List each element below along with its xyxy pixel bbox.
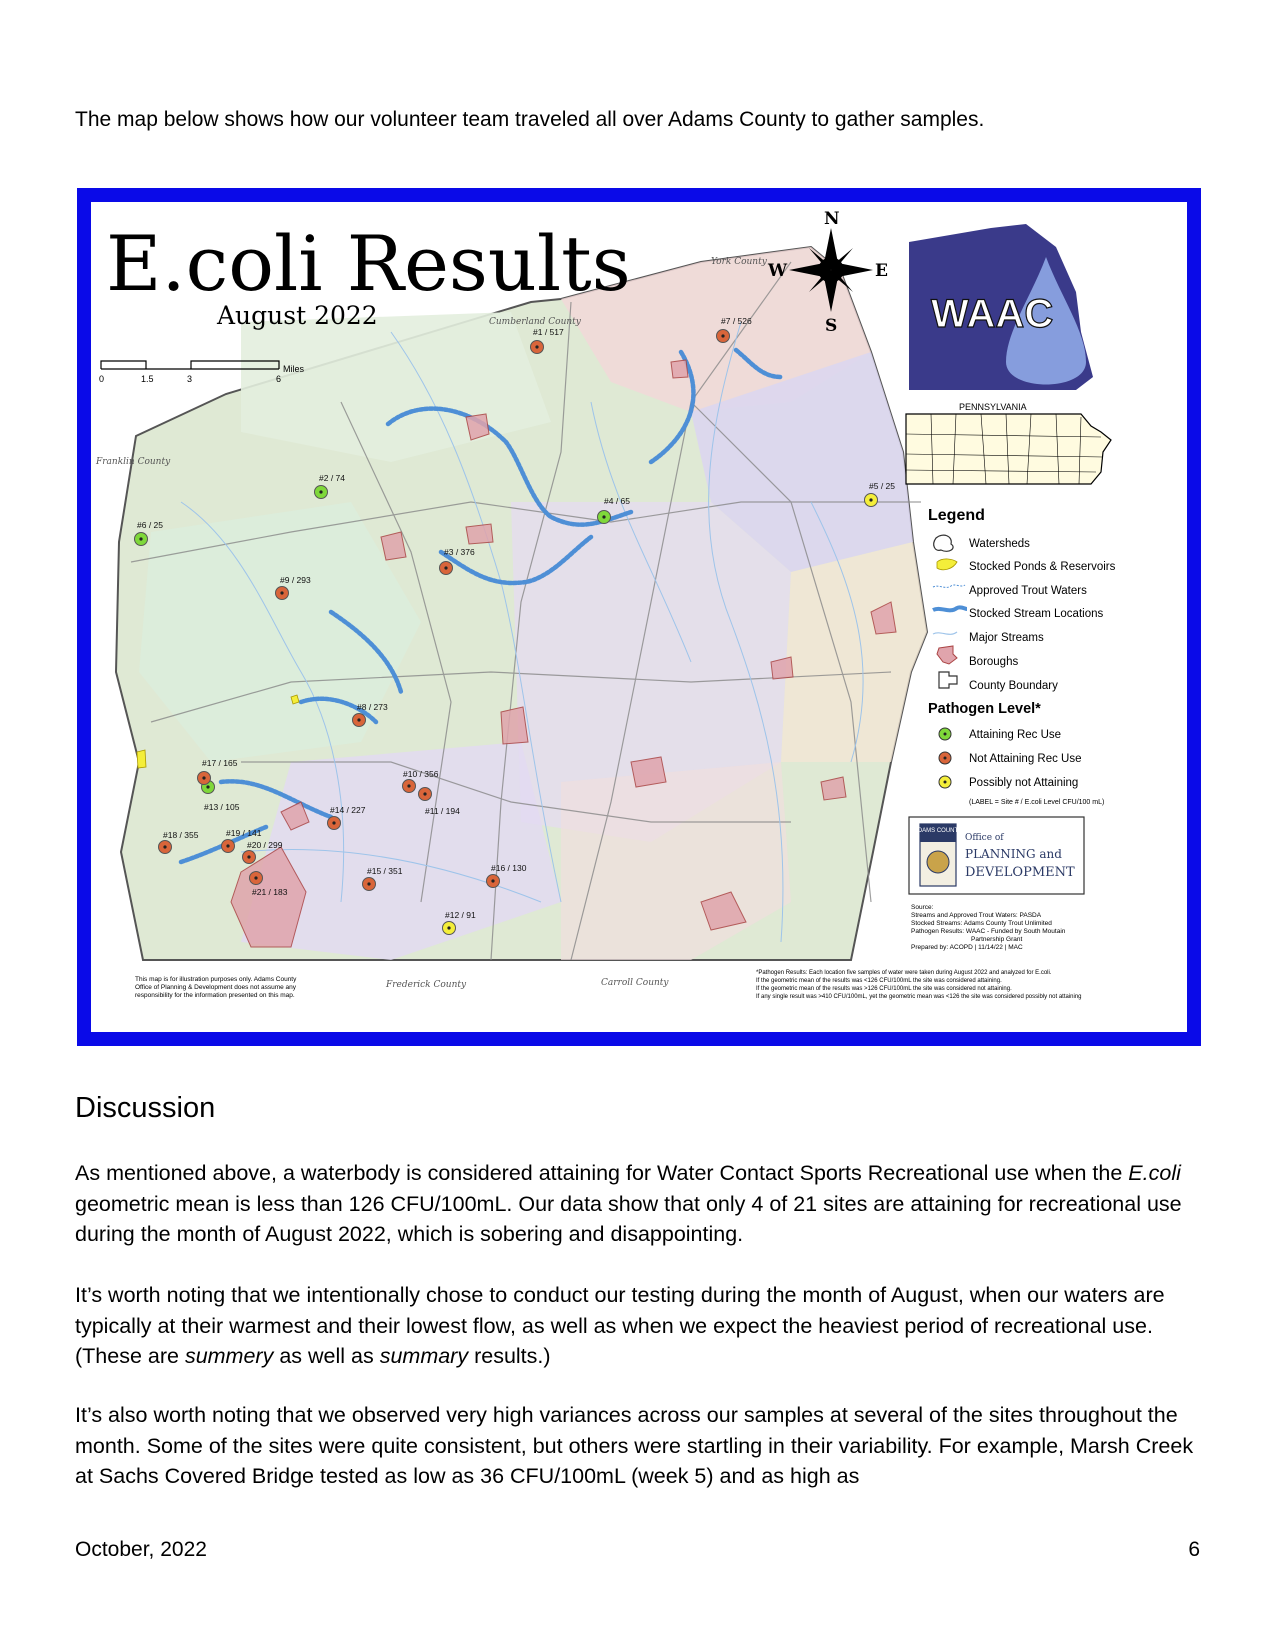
svg-text:This map is for illustration p: This map is for illustration purposes only. Adams County (135, 976, 297, 983)
county-label: Cumberland County (489, 317, 581, 327)
sample-site-label: #2 / 74 (319, 473, 345, 483)
svg-text:E: E (875, 261, 888, 281)
sample-site-label: #1 / 517 (533, 327, 564, 337)
svg-text:If the geometric mean of the r: If the geometric mean of the results was >126 CFU/100mL the site was considered not attaining. (756, 986, 1012, 992)
page-number: 6 (1188, 1538, 1200, 1561)
svg-text:Watersheds: Watersheds (969, 538, 1030, 550)
sample-site-label: #7 / 526 (721, 316, 752, 326)
svg-text:Streams and Approved Trout Wat: Streams and Approved Trout Waters: PASDA (911, 912, 1042, 919)
watershed-icon (934, 535, 953, 551)
svg-text:ADAMS COUNTY: ADAMS COUNTY (913, 828, 963, 834)
sample-site-label: #10 / 356 (403, 769, 439, 779)
svg-text:Attaining Rec Use: Attaining Rec Use (969, 729, 1062, 741)
svg-text:Stocked Ponds & Reservoirs: Stocked Ponds & Reservoirs (969, 561, 1116, 573)
pennsylvania-inset-map (906, 402, 1111, 484)
trout-water-icon (933, 585, 965, 587)
svg-text:Possibly not Attaining: Possibly not Attaining (969, 777, 1079, 789)
sample-site-label: #8 / 273 (357, 702, 388, 712)
sample-site-label: #3 / 376 (444, 547, 475, 557)
ecoli-results-map (77, 188, 1201, 1046)
svg-text:PENNSYLVANIA: PENNSYLVANIA (959, 402, 1027, 412)
sample-site-label: #18 / 355 (163, 830, 199, 840)
legend-title: Legend (928, 507, 985, 524)
svg-text:3: 3 (187, 374, 193, 384)
svg-text:Not Attaining Rec Use: Not Attaining Rec Use (969, 753, 1082, 765)
sample-site-label: #19 / 141 (226, 828, 262, 838)
county-label: York County (711, 257, 767, 267)
sample-site-label: #11 / 194 (425, 806, 460, 816)
svg-text:Source:: Source: (911, 904, 934, 911)
sample-site-label: #5 / 25 (869, 481, 895, 491)
svg-text:County Boundary: County Boundary (969, 680, 1058, 692)
pathogen-title: Pathogen Level* (928, 701, 1041, 717)
footer-date: October, 2022 (75, 1538, 207, 1561)
sample-site-label: #6 / 25 (137, 520, 163, 530)
svg-text:Major Streams: Major Streams (969, 632, 1044, 644)
discussion-paragraph-1: As mentioned above, a waterbody is considered attaining for Water Contact Sports Recreational use when the E.coli geometric mean is less than 126 CFU/100mL. Our data show that only 4 of 21 sites are attaining for recreational use during the month of August 2022, which is sobering and disappointing. (75, 1161, 1182, 1246)
svg-text:0: 0 (99, 374, 105, 384)
svg-text:Stocked Streams: Adams County: Stocked Streams: Adams County Trout Unlimited (911, 920, 1052, 927)
major-stream-icon (933, 632, 957, 634)
sample-site-label: #13 / 105 (204, 802, 240, 812)
svg-text:Prepared by: ACOPD | 11/14/22: Prepared by: ACOPD | 11/14/22 | MAC (911, 944, 1023, 951)
disclaimer (135, 976, 297, 999)
sample-site-label: #21 / 183 (252, 887, 288, 897)
pathogen-footnote (756, 970, 1082, 1000)
sample-site-label: #15 / 351 (367, 866, 403, 876)
map-title: E.coli Results (106, 219, 631, 308)
sample-site-label: #16 / 130 (491, 863, 527, 873)
svg-text:Stocked Stream Locations: Stocked Stream Locations (969, 608, 1104, 620)
source-notes (911, 904, 1066, 951)
county-boundary-icon (939, 672, 957, 688)
svg-text:If the geometric mean of the r: If the geometric mean of the results was <126 CFU/100mL the site was considered attaining. (756, 978, 1002, 984)
discussion-paragraph-2: It’s worth noting that we intentionally chose to conduct our testing during the month of August, when our waters are typically at their warmest and their lowest flow, as well as when we expect the heaviest period of recreational use. (These are summery as well as summary results.) (75, 1283, 1165, 1368)
sample-site-label: #14 / 227 (330, 805, 366, 815)
waac-logo-text: WAAC (931, 292, 1054, 336)
county-label: Frederick County (386, 980, 467, 990)
svg-text:N: N (824, 209, 840, 229)
svg-text:Approved Trout Waters: Approved Trout Waters (969, 585, 1087, 597)
svg-text:Pathogen Results: WAAC - Fund: Pathogen Results: WAAC - Funded by South Moutain (911, 928, 1066, 935)
svg-text:*Pathogen Results: Each locat: *Pathogen Results: Each location five samples of water were taken during August 2022 and analyzed for E.coli. (756, 970, 1052, 976)
map-legend (928, 507, 1116, 806)
map-subtitle: August 2022 (217, 301, 378, 330)
svg-text:Office of Planning & Developme: Office of Planning & Development does not assume any (135, 984, 297, 991)
sample-site-label: #17 / 165 (202, 758, 238, 768)
stocked-stream-icon (933, 607, 967, 610)
office-of-planning-logo (909, 817, 1084, 894)
svg-text:If any single result was >410: If any single result was >410 CFU/100mL, yet the geometric mean was <126 the site was considered possibly not attaining (756, 994, 1082, 1000)
svg-text:1.5: 1.5 (141, 374, 154, 384)
borough-icon (937, 646, 957, 664)
svg-text:6: 6 (276, 374, 282, 384)
svg-text:S: S (825, 316, 838, 336)
sample-site-label: #9 / 293 (280, 575, 311, 585)
discussion-heading: Discussion (75, 1092, 216, 1124)
sample-site-label: #4 / 65 (604, 496, 630, 506)
svg-text:Miles: Miles (283, 364, 305, 374)
svg-text:responsibility for the informa: responsibility for the information presented on this map. (135, 992, 295, 999)
sample-site-label: #20 / 299 (247, 840, 283, 850)
svg-text:PLANNING and: PLANNING and (965, 847, 1062, 861)
sample-site-label: #12 / 91 (445, 910, 476, 920)
pond-icon (937, 559, 957, 570)
svg-text:Boroughs: Boroughs (969, 656, 1019, 668)
svg-text:DEVELOPMENT: DEVELOPMENT (965, 865, 1075, 880)
map-canvas (91, 202, 1187, 1032)
svg-text:Office of: Office of (965, 833, 1004, 843)
svg-text:W: W (768, 261, 788, 281)
intro-text: The map below shows how our volunteer team traveled all over Adams County to gather samples. (75, 108, 985, 131)
county-label: Carroll County (601, 978, 669, 988)
county-label: Franklin County (96, 457, 171, 467)
waac-logo (909, 224, 1093, 390)
label-note: (LABEL = Site # / E.coli Level CFU/100 mL) (969, 799, 1105, 806)
discussion-paragraph-3: It’s also worth noting that we observed very high variances across our samples at several of the sites throughout the month. Some of the sites were quite consistent, but others were startling in their variability. For example, Marsh Creek at Sachs Covered Bridge tested as low as 36 CFU/100mL (week 5) and as high as (75, 1403, 1194, 1488)
svg-text:Partnership Grant: Partnership Grant (971, 936, 1023, 943)
